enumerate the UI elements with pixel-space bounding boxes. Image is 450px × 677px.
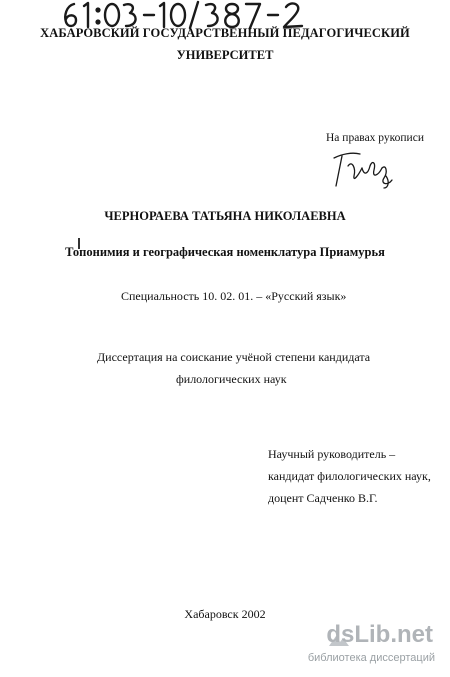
- author-name: ЧЕРНОРАЕВА ТАТЬЯНА НИКОЛАЕВНА: [104, 209, 346, 223]
- advisor-line2: кандидат филологических наук,: [268, 469, 431, 483]
- specialty-line: Специальность 10. 02. 01. – «Русский язык»: [121, 289, 347, 303]
- watermark-subtitle: библиотека диссертаций: [307, 652, 435, 664]
- city-year: Хабаровск 2002: [184, 607, 266, 621]
- university-name-line1: ХАБАРОВСКИЙ ГОСУДАРСТВЕННЫЙ ПЕДАГОГИЧЕСКИЙ: [40, 26, 410, 40]
- advisor-line1: Научный руководитель –: [268, 447, 396, 461]
- dissertation-title: Топонимия и географическая номенклатура Приамурья: [65, 245, 385, 259]
- handwritten-signature: [328, 146, 398, 191]
- advisor-line3: доцент Садченко В.Г.: [268, 491, 378, 505]
- dslib-watermark: [270, 620, 445, 672]
- manuscript-rights-label: На правах рукописи: [326, 132, 424, 144]
- degree-statement-line1: Диссертация на соискание учёной степени кандидата: [97, 350, 371, 364]
- university-name-line2: УНИВЕРСИТЕТ: [176, 48, 274, 62]
- degree-statement-line2: филологических наук: [176, 372, 287, 386]
- watermark-brand: dsLib.net: [326, 621, 433, 648]
